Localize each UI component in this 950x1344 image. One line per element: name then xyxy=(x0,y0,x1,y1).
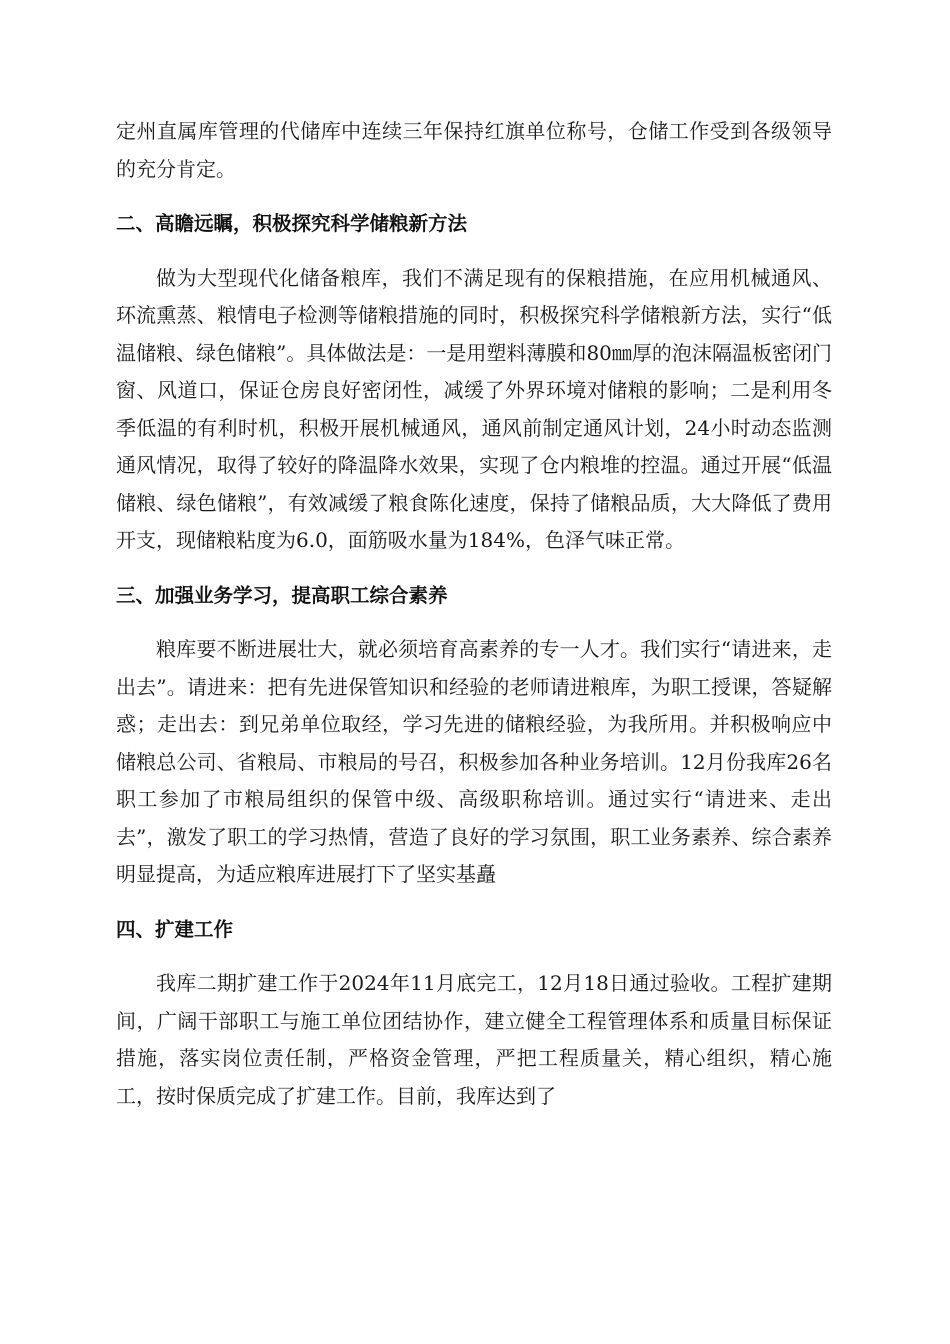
section-heading-3: 三、加强业务学习，提高职工综合素养 xyxy=(116,583,448,607)
section-paragraph-3: 粮库要不断进展壮大，就必须培育高素养的专一人才。我们实行“请进来，走出去”。请进来：把有先进保管知识和经验的老师请进粮库，为职工授课，答疑解惑；走出去：到兄弟单位取经，学习先进的储粮经验，为我所用。并积极响应中储粮总公司、省粮局、市粮局的号召，积极参加各种业务培训。12月份我库26名职工参加了市粮局组织的保管中级、高级职称培训。通过实行“请进来、走出去”，激发了职工的学习热情，营造了良好的学习氛围，职工业务素养、综合素养明显提高，为适应粮库进展打下了坚实基矗 xyxy=(116,637,832,886)
section-paragraph-2: 做为大型现代化储备粮库，我们不满足现有的保粮措施，在应用机械通风、环流熏蒸、粮情电子检测等储粮措施的同时，积极探究科学储粮新方法，实行“低温储粮、绿色储粮”。具体做法是：一是用塑料薄膜和80㎜厚的泡沫隔温板密闭门窗、风道口，保证仓房良好密闭性，减缓了外界环境对储粮的影响；二是利用冬季低温的有利时机，积极开展机械通风，通风前制定通风计划，24小时动态监测通风情况，取得了较好的降温降水效果，实现了仓内粮堆的控温。通过开展“低温储粮、绿色储粮”，有效减缓了粮食陈化速度，保持了储粮品质，大大降低了费用开支，现储粮粘度为6.0，面筋吸水量为184%，色泽气味正常。 xyxy=(116,265,832,552)
document-body xyxy=(116,113,832,1115)
section-heading-4: 四、扩建工作 xyxy=(116,917,234,941)
intro-paragraph: 定州直属库管理的代储库中连续三年保持红旗单位称号，仓储工作受到各级领导的充分肯定。 xyxy=(116,119,832,181)
section-paragraph-4: 我库二期扩建工作于2024年11月底完工，12月18日通过验收。工程扩建期间，广阔干部职工与施工单位团结协作，建立健全工程管理体系和质量目标保证措施，落实岗位责任制，严格资金管理，严把工程质量关，精心组织，精心施工，按时保质完成了扩建工作。目前，我库达到了 xyxy=(116,971,832,1108)
section-heading-2: 二、高瞻远瞩，积极探究科学储粮新方法 xyxy=(116,212,468,235)
